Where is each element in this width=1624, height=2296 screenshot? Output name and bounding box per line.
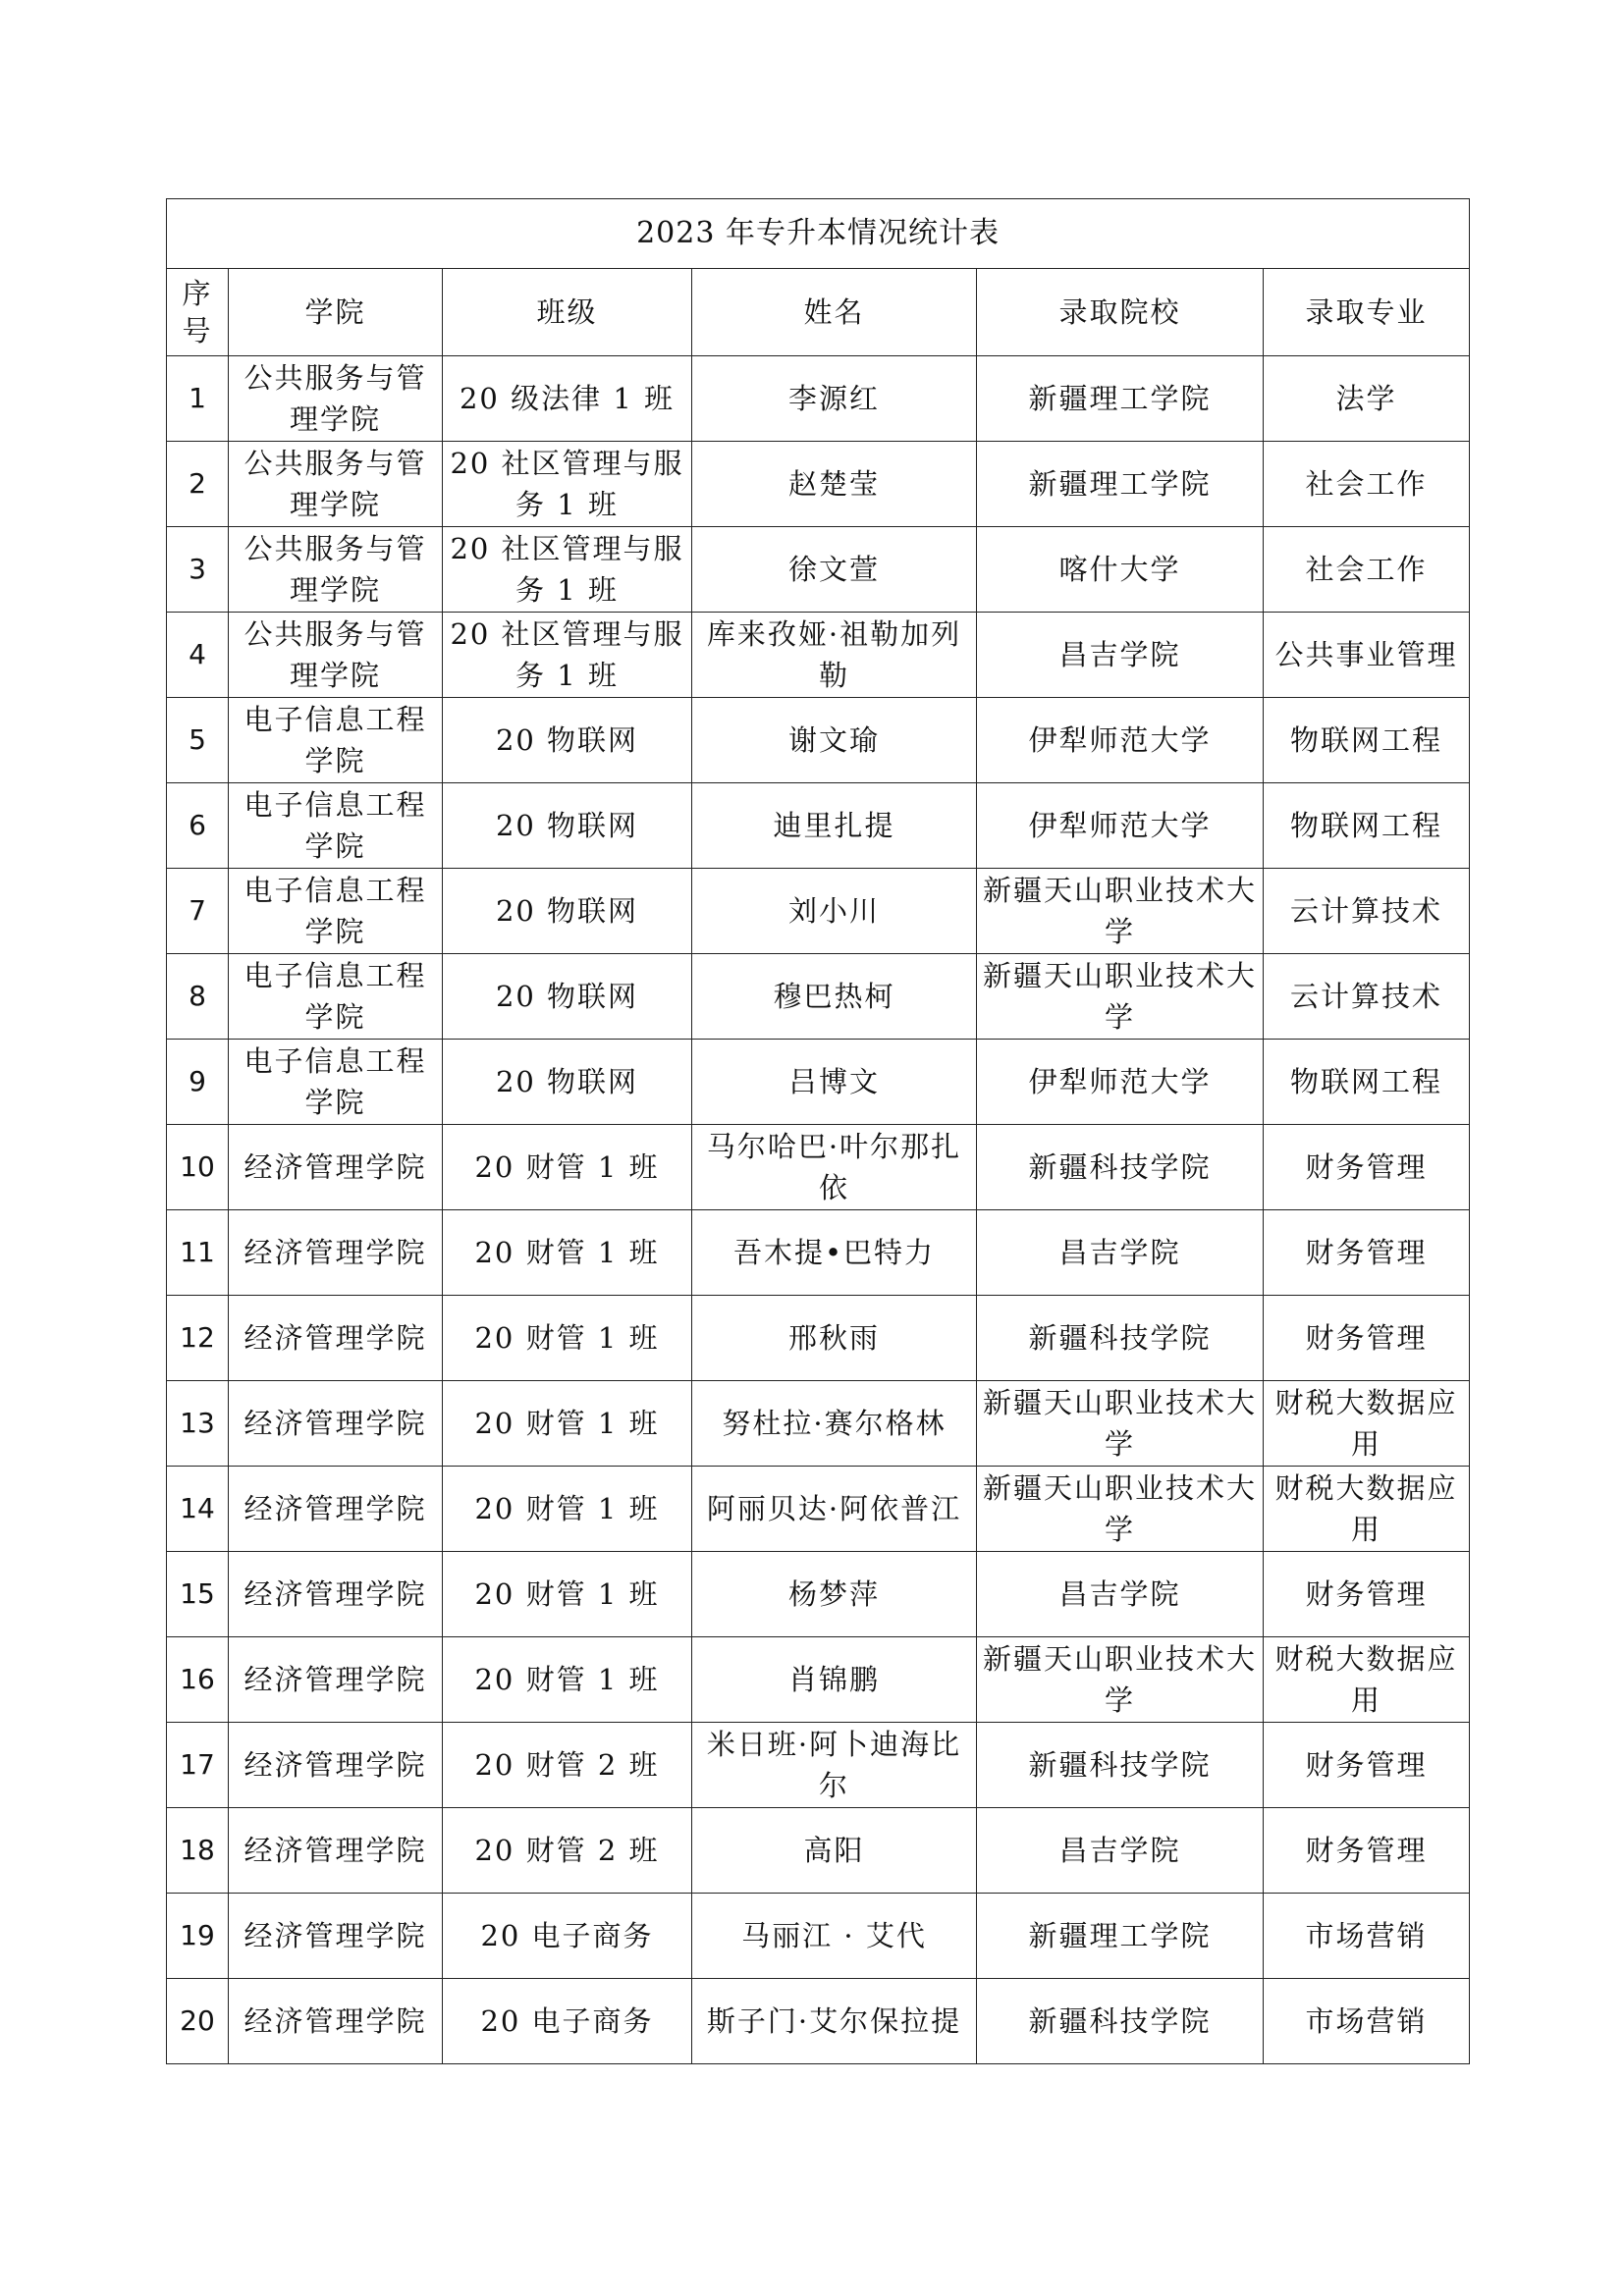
cell-college: 经济管理学院 [229, 1552, 443, 1637]
cell-college: 电子信息工程学院 [229, 954, 443, 1040]
cell-school: 新疆科技学院 [977, 1723, 1264, 1808]
cell-seq: 20 [167, 1979, 229, 2064]
table-row [167, 1467, 1470, 1552]
header-school: 录取院校 [977, 269, 1264, 356]
cell-college: 电子信息工程学院 [229, 1040, 443, 1125]
cell-name: 刘小川 [692, 869, 977, 954]
cell-school: 新疆理工学院 [977, 356, 1264, 442]
cell-seq: 4 [167, 613, 229, 698]
cell-seq: 16 [167, 1637, 229, 1723]
table-header-row [167, 269, 1470, 356]
header-seq: 序号 [167, 269, 229, 356]
cell-major: 财务管理 [1264, 1808, 1470, 1894]
cell-major: 公共事业管理 [1264, 613, 1470, 698]
cell-college: 经济管理学院 [229, 1125, 443, 1210]
cell-major: 市场营销 [1264, 1979, 1470, 2064]
table-title-row [167, 199, 1470, 269]
table-row [167, 1296, 1470, 1381]
cell-major: 财务管理 [1264, 1125, 1470, 1210]
table-row [167, 783, 1470, 869]
cell-name: 穆巴热柯 [692, 954, 977, 1040]
cell-name: 马尔哈巴·叶尔那扎依 [692, 1125, 977, 1210]
cell-name: 努杜拉·赛尔格林 [692, 1381, 977, 1467]
table-row [167, 1552, 1470, 1637]
cell-major: 市场营销 [1264, 1894, 1470, 1979]
cell-name: 吕博文 [692, 1040, 977, 1125]
cell-college: 经济管理学院 [229, 1723, 443, 1808]
table-row [167, 1723, 1470, 1808]
cell-school: 新疆天山职业技术大学 [977, 1381, 1264, 1467]
cell-name: 阿丽贝达·阿依普江 [692, 1467, 977, 1552]
cell-college: 经济管理学院 [229, 1296, 443, 1381]
cell-seq: 17 [167, 1723, 229, 1808]
cell-class: 20 财管 2 班 [443, 1723, 692, 1808]
cell-college: 经济管理学院 [229, 1637, 443, 1723]
cell-college: 经济管理学院 [229, 1894, 443, 1979]
cell-class: 20 社区管理与服务 1 班 [443, 442, 692, 527]
cell-school: 伊犁师范大学 [977, 1040, 1264, 1125]
cell-school: 喀什大学 [977, 527, 1264, 613]
cell-major: 财务管理 [1264, 1210, 1470, 1296]
cell-major: 物联网工程 [1264, 1040, 1470, 1125]
cell-class: 20 物联网 [443, 698, 692, 783]
cell-class: 20 社区管理与服务 1 班 [443, 613, 692, 698]
cell-seq: 9 [167, 1040, 229, 1125]
table-row [167, 1381, 1470, 1467]
cell-seq: 19 [167, 1894, 229, 1979]
cell-name: 高阳 [692, 1808, 977, 1894]
cell-major: 财税大数据应用 [1264, 1467, 1470, 1552]
cell-college: 经济管理学院 [229, 1467, 443, 1552]
cell-seq: 1 [167, 356, 229, 442]
cell-school: 昌吉学院 [977, 1210, 1264, 1296]
table-row [167, 1210, 1470, 1296]
cell-class: 20 财管 1 班 [443, 1467, 692, 1552]
cell-name: 肖锦鹏 [692, 1637, 977, 1723]
cell-seq: 13 [167, 1381, 229, 1467]
cell-major: 财务管理 [1264, 1296, 1470, 1381]
cell-class: 20 物联网 [443, 783, 692, 869]
cell-school: 新疆理工学院 [977, 442, 1264, 527]
cell-class: 20 财管 1 班 [443, 1210, 692, 1296]
cell-name: 吾木提•巴特力 [692, 1210, 977, 1296]
cell-school: 新疆理工学院 [977, 1894, 1264, 1979]
cell-college: 电子信息工程学院 [229, 698, 443, 783]
table-row [167, 869, 1470, 954]
cell-name: 杨梦萍 [692, 1552, 977, 1637]
cell-major: 物联网工程 [1264, 783, 1470, 869]
cell-college: 电子信息工程学院 [229, 783, 443, 869]
table-row [167, 1894, 1470, 1979]
cell-college: 经济管理学院 [229, 1979, 443, 2064]
cell-name: 马丽江 · 艾代 [692, 1894, 977, 1979]
cell-school: 昌吉学院 [977, 1552, 1264, 1637]
cell-school: 新疆科技学院 [977, 1979, 1264, 2064]
cell-major: 财务管理 [1264, 1723, 1470, 1808]
cell-seq: 7 [167, 869, 229, 954]
cell-college: 电子信息工程学院 [229, 869, 443, 954]
cell-class: 20 财管 1 班 [443, 1296, 692, 1381]
table-row [167, 1979, 1470, 2064]
cell-school: 新疆天山职业技术大学 [977, 1467, 1264, 1552]
cell-name: 赵楚莹 [692, 442, 977, 527]
table-row [167, 1040, 1470, 1125]
cell-school: 新疆天山职业技术大学 [977, 869, 1264, 954]
table-row [167, 698, 1470, 783]
cell-college: 公共服务与管理学院 [229, 356, 443, 442]
cell-name: 迪里扎提 [692, 783, 977, 869]
cell-college: 经济管理学院 [229, 1381, 443, 1467]
cell-class: 20 物联网 [443, 1040, 692, 1125]
cell-seq: 5 [167, 698, 229, 783]
cell-name: 邢秋雨 [692, 1296, 977, 1381]
cell-seq: 11 [167, 1210, 229, 1296]
cell-major: 法学 [1264, 356, 1470, 442]
cell-seq: 6 [167, 783, 229, 869]
cell-seq: 10 [167, 1125, 229, 1210]
cell-major: 社会工作 [1264, 442, 1470, 527]
table-row [167, 1637, 1470, 1723]
header-name: 姓名 [692, 269, 977, 356]
cell-major: 物联网工程 [1264, 698, 1470, 783]
table-row [167, 1125, 1470, 1210]
cell-name: 斯子门·艾尔保拉提 [692, 1979, 977, 2064]
table-body [167, 356, 1470, 2064]
cell-name: 徐文萱 [692, 527, 977, 613]
cell-class: 20 财管 1 班 [443, 1381, 692, 1467]
table-row [167, 527, 1470, 613]
cell-name: 库来孜娅·祖勒加列勒 [692, 613, 977, 698]
table-row [167, 442, 1470, 527]
table-row [167, 613, 1470, 698]
cell-major: 云计算技术 [1264, 869, 1470, 954]
cell-seq: 12 [167, 1296, 229, 1381]
cell-seq: 14 [167, 1467, 229, 1552]
cell-seq: 8 [167, 954, 229, 1040]
cell-class: 20 电子商务 [443, 1979, 692, 2064]
table-row [167, 1808, 1470, 1894]
cell-class: 20 电子商务 [443, 1894, 692, 1979]
cell-class: 20 物联网 [443, 869, 692, 954]
table-row [167, 954, 1470, 1040]
cell-school: 新疆科技学院 [977, 1296, 1264, 1381]
cell-college: 公共服务与管理学院 [229, 613, 443, 698]
cell-school: 伊犁师范大学 [977, 783, 1264, 869]
cell-name: 米日班·阿卜迪海比尔 [692, 1723, 977, 1808]
cell-seq: 15 [167, 1552, 229, 1637]
cell-major: 财务管理 [1264, 1552, 1470, 1637]
cell-college: 公共服务与管理学院 [229, 442, 443, 527]
table-row [167, 356, 1470, 442]
cell-class: 20 财管 1 班 [443, 1125, 692, 1210]
cell-seq: 3 [167, 527, 229, 613]
cell-class: 20 财管 2 班 [443, 1808, 692, 1894]
cell-college: 经济管理学院 [229, 1808, 443, 1894]
cell-class: 20 级法律 1 班 [443, 356, 692, 442]
header-major: 录取专业 [1264, 269, 1470, 356]
cell-school: 昌吉学院 [977, 613, 1264, 698]
table-title: 2023 年专升本情况统计表 [167, 199, 1470, 269]
cell-school: 新疆天山职业技术大学 [977, 954, 1264, 1040]
cell-school: 新疆天山职业技术大学 [977, 1637, 1264, 1723]
header-college: 学院 [229, 269, 443, 356]
cell-name: 谢文瑜 [692, 698, 977, 783]
cell-class: 20 社区管理与服务 1 班 [443, 527, 692, 613]
cell-major: 财税大数据应用 [1264, 1381, 1470, 1467]
cell-school: 伊犁师范大学 [977, 698, 1264, 783]
cell-major: 云计算技术 [1264, 954, 1470, 1040]
cell-class: 20 财管 1 班 [443, 1552, 692, 1637]
document-page [166, 198, 1469, 2064]
cell-seq: 18 [167, 1808, 229, 1894]
statistics-table [166, 198, 1470, 2064]
cell-seq: 2 [167, 442, 229, 527]
cell-major: 社会工作 [1264, 527, 1470, 613]
cell-school: 新疆科技学院 [977, 1125, 1264, 1210]
header-class: 班级 [443, 269, 692, 356]
cell-college: 经济管理学院 [229, 1210, 443, 1296]
cell-class: 20 财管 1 班 [443, 1637, 692, 1723]
cell-major: 财税大数据应用 [1264, 1637, 1470, 1723]
cell-college: 公共服务与管理学院 [229, 527, 443, 613]
cell-school: 昌吉学院 [977, 1808, 1264, 1894]
cell-class: 20 物联网 [443, 954, 692, 1040]
cell-name: 李源红 [692, 356, 977, 442]
